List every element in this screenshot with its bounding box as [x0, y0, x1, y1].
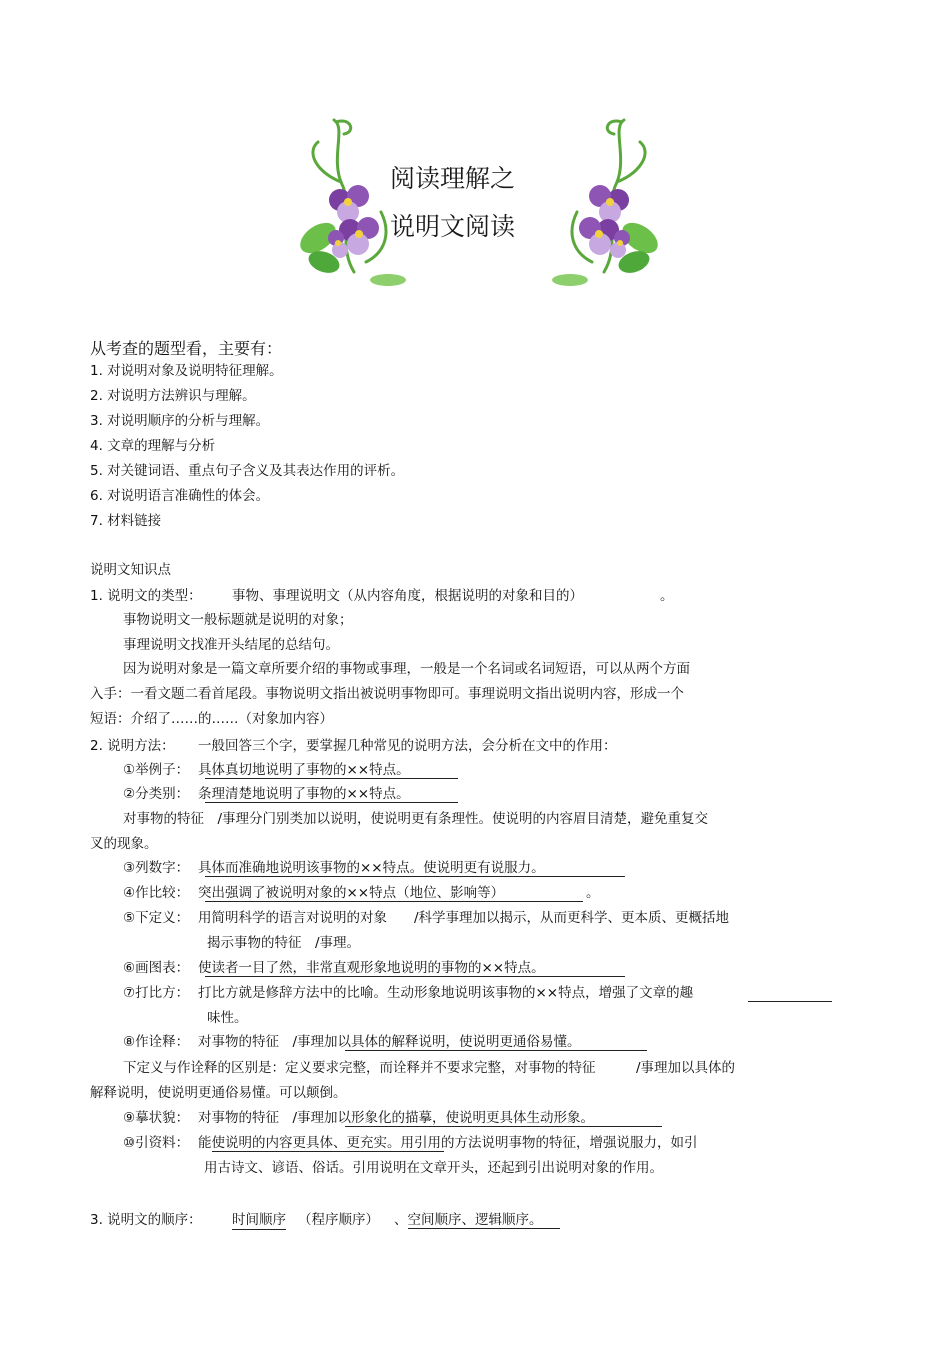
- sec3-other-orders: 、空间顺序、逻辑顺序。: [394, 1212, 543, 1228]
- intro-item: 3. 对说明顺序的分析与理解。: [90, 413, 270, 429]
- underline: [748, 1001, 832, 1002]
- sec1-content: 事物、事理说明文（从内容角度，根据说明的对象和目的）: [232, 588, 583, 604]
- page-title-line1: 阅读理解之: [390, 164, 516, 193]
- method-detail: 揭示事物的特征 /事理。: [207, 935, 361, 951]
- method-label: ②分类别：: [123, 786, 190, 802]
- difference-line1: 下定义与作诠释的区别是：定义要求完整，而诠释并不要求完整，对事物的特征 /事理加以具体的: [123, 1060, 736, 1076]
- sec1-line4: 因为说明对象是一篇文章所要介绍的事物或事理，一般是一个名词或名词短语，可以从两个方面: [123, 661, 690, 677]
- method-end: 。: [586, 885, 600, 901]
- method-label: ①举例子：: [123, 762, 190, 778]
- underline: [345, 1126, 662, 1127]
- sec1-end: 。: [660, 588, 674, 604]
- intro-heading: 从考查的题型看，主要有：: [90, 339, 283, 358]
- intro-item: 2. 对说明方法辨识与理解。: [90, 388, 256, 404]
- flower-decoration-right: [546, 112, 662, 288]
- page-title-line2: 说明文阅读: [390, 212, 516, 241]
- method-text: 使读者一目了然，非常直观形象地说明的事物的××特点。: [198, 960, 545, 976]
- method-detail: 味性。: [207, 1010, 248, 1026]
- underline: [408, 1228, 560, 1229]
- sec2-label: 2. 说明方法：: [90, 738, 175, 754]
- method-detail: 用古诗文、谚语、俗话。引用说明在文章开头，还起到引出说明对象的作用。: [204, 1160, 663, 1176]
- intro-item: 5. 对关键词语、重点句子含义及其表达作用的评析。: [90, 463, 405, 479]
- underline: [205, 901, 583, 902]
- method-text: 具体而准确地说明该事物的××特点。使说明更有说服力。: [198, 860, 545, 876]
- method-label: ④作比较：: [123, 885, 190, 901]
- sec1-line3: 事理说明文找准开头结尾的总结句。: [123, 637, 339, 653]
- method-label: ⑤下定义：: [123, 910, 190, 926]
- method-detail: 叉的现象。: [90, 836, 158, 852]
- sec2-content: 一般回答三个字，要掌握几种常见的说明方法，会分析在文中的作用：: [198, 738, 617, 754]
- method-text: 能使说明的内容更具体、更充实。用引用的方法说明事物的特征，增强说服力，如引: [198, 1135, 698, 1151]
- sec3-time-order: 时间顺序: [232, 1212, 286, 1228]
- sec1-line2: 事物说明文一般标题就是说明的对象；: [123, 612, 353, 628]
- intro-item: 1. 对说明对象及说明特征理解。: [90, 363, 283, 379]
- method-text: 对事物的特征 /事理加以具体的解释说明，使说明更通俗易懂。: [198, 1034, 581, 1050]
- method-label: ⑦打比方：: [123, 985, 190, 1001]
- sec3-program-order: （程序顺序）: [298, 1212, 379, 1228]
- knowledge-heading: 说明文知识点: [90, 562, 171, 578]
- intro-item: 6. 对说明语言准确性的体会。: [90, 488, 270, 504]
- method-text: 打比方就是修辞方法中的比喻。生动形象地说明该事物的××特点，增强了文章的趣: [198, 985, 694, 1001]
- sec1-label: 1. 说明文的类型：: [90, 588, 202, 604]
- underline: [212, 1151, 444, 1152]
- method-label: ③列数字：: [123, 860, 190, 876]
- flower-decoration-left: [296, 112, 412, 288]
- sec1-line5: 入手：一看文题二看首尾段。事物说明文指出被说明事物即可。事理说明文指出说明内容，形成一个: [90, 686, 684, 702]
- method-text: 用简明科学的语言对说明的对象 /科学事理加以揭示，从而更科学、更本质、更概括地: [198, 910, 730, 926]
- method-text: 突出强调了被说明对象的××特点（地位、影响等）: [198, 885, 505, 901]
- method-detail: 对事物的特征 /事理分门别类加以说明，使说明更有条理性。使说明的内容眉目清楚，避免重复交: [123, 811, 709, 827]
- sec1-line6: 短语：介绍了……的……（对象加内容）: [90, 711, 333, 727]
- method-text: 具体真切地说明了事物的××特点。: [198, 762, 410, 778]
- method-label: ⑥画图表：: [123, 960, 190, 976]
- method-label: ⑧作诠释：: [123, 1034, 190, 1050]
- method-label: ⑩引资料：: [123, 1135, 190, 1151]
- sec3-label: 3. 说明文的顺序：: [90, 1212, 202, 1228]
- method-text: 条理清楚地说明了事物的××特点。: [198, 786, 410, 802]
- underline: [205, 802, 458, 803]
- underline: [205, 976, 625, 977]
- difference-line2: 解释说明，使说明更通俗易懂。可以颠倒。: [90, 1085, 347, 1101]
- intro-item: 4. 文章的理解与分析: [90, 438, 216, 454]
- underline: [345, 1050, 647, 1051]
- method-text: 对事物的特征 /事理加以形象化的描摹，使说明更具体生动形象。: [198, 1110, 595, 1126]
- underline: [205, 876, 625, 877]
- underline: [205, 778, 458, 779]
- intro-item: 7. 材料链接: [90, 513, 162, 529]
- method-label: ⑨摹状貌：: [123, 1110, 190, 1126]
